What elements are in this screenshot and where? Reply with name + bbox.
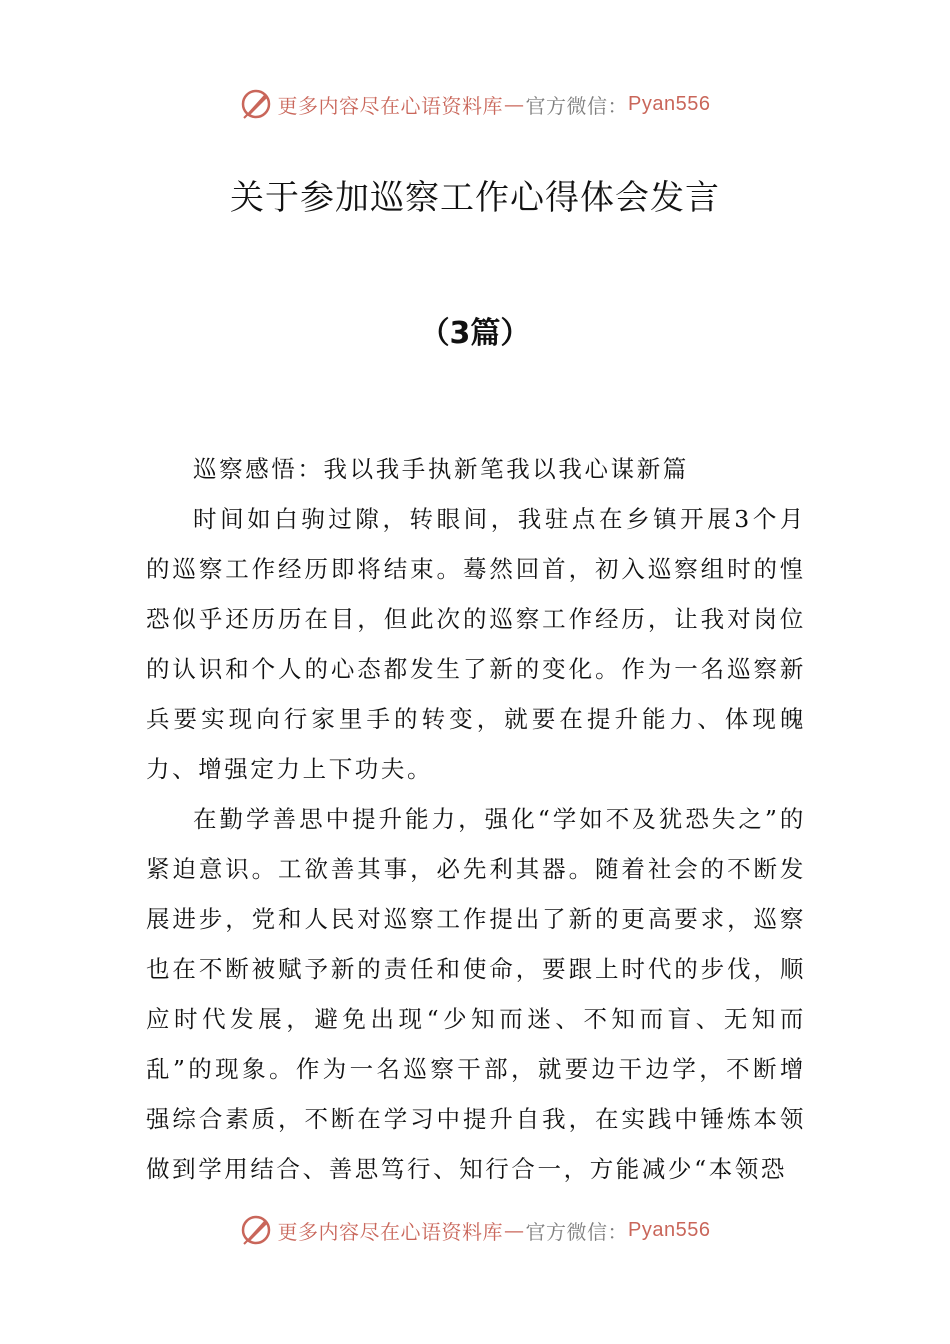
document-body [146, 444, 806, 1194]
quill-logo-icon [240, 1214, 272, 1246]
watermark-dash: — [504, 92, 525, 116]
watermark-wechat-id: Pyan556 [628, 1218, 711, 1241]
quill-logo-icon [240, 88, 272, 120]
watermark-brand-text: 更多内容尽在心语资料库 [277, 1219, 504, 1244]
body-paragraph: 时间如白驹过隙，转眼间，我驻点在乡镇开展3个月的巡察工作经历即将结束。蓦然回首，初入巡察组时的惶恐似乎还历历在目，但此次的巡察工作经历，让我对岗位的认识和个人的心态都发生了新的变化。作为一名巡察新兵要实现向行家里手的转变，就要在提升能力、体现魄力、增强定力上下功夫。 [146, 505, 806, 783]
watermark-brand-text: 更多内容尽在心语资料库 [277, 93, 504, 118]
watermark-wechat-id: Pyan556 [628, 92, 711, 115]
watermark-dash: — [504, 1218, 525, 1242]
body-paragraph: 在勤学善思中提升能力，强化“学如不及犹恐失之”的紧迫意识。工欲善其事，必先利其器。随着社会的不断发展进步，党和人民对巡察工作提出了新的更高要求，巡察也在不断被赋予新的责任和使命，要跟上时代的步伐，顺应时代发展，避免出现“少知而迷、不知而盲、无知而乱”的现象。作为一名巡察干部，就要边干边学，不断增强综合素质，不断在学习中提升自我，在实践中锤炼本领做到学用结合、善思笃行、知行合一，方能减少“本领恐 [146, 805, 806, 1183]
header-watermark [0, 84, 950, 124]
watermark-label: 官方微信： [525, 93, 629, 118]
footer-watermark [0, 1210, 950, 1250]
document-subtitle: （3篇） [419, 316, 531, 351]
watermark-label: 官方微信： [525, 1219, 629, 1244]
document-title: 关于参加巡察工作心得体会发言 [230, 178, 720, 218]
section-heading: 巡察感悟：我以我手执新笔我以我心谋新篇 [193, 455, 689, 483]
